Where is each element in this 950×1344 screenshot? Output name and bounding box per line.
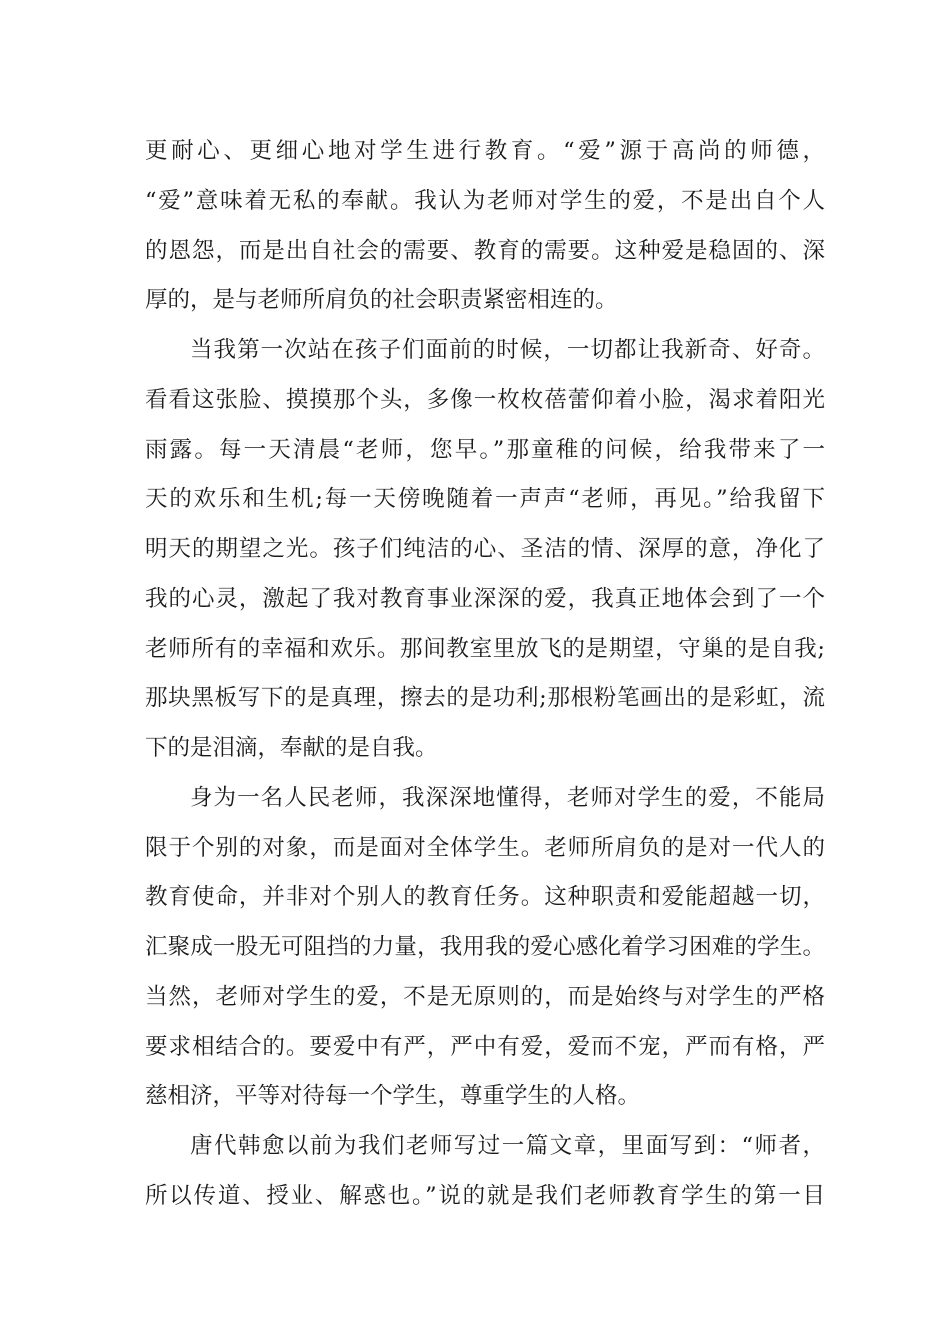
text-line: 我的心灵，激起了我对教育事业深深的爱，我真正地体会到了一个 [145,585,825,612]
body-text [145,127,825,1222]
text-line: 汇聚成一股无可阻挡的力量，我用我的爱心感化着学习困难的学生。 [145,934,825,960]
text-line: 天的欢乐和生机;每一天傍晚随着一声声“老师，再见。”给我留下 [145,486,825,513]
text-line: 唐代韩愈以前为我们老师写过一篇文章，里面写到：“师者， [190,1133,825,1159]
text-line: 要求相结合的。要爱中有严，严中有爱，爱而不宠，严而有格，严 [145,1033,825,1060]
text-line: 老师所有的幸福和欢乐。那间教室里放飞的是期望，守巢的是自我; [145,635,825,662]
text-line: 那块黑板写下的是真理，擦去的是功利;那根粉笔画出的是彩虹，流 [145,685,825,712]
text-line: 明天的期望之光。孩子们纯洁的心、圣洁的情、深厚的意，净化了 [145,536,825,562]
text-line: 所以传道、授业、解惑也。”说的就是我们老师教育学生的第一目 [145,1182,825,1209]
text-line: 身为一名人民老师，我深深地懂得，老师对学生的爱，不能局 [190,784,825,811]
text-line: 当然，老师对学生的爱，不是无原则的，而是始终与对学生的严格 [145,983,825,1010]
text-line: 当我第一次站在孩子们面前的时候，一切都让我新奇、好奇。 [190,337,825,363]
text-line: 厚的，是与老师所肩负的社会职责紧密相连的。 [145,287,618,314]
text-line: 限于个别的对象，而是面对全体学生。老师所肩负的是对一代人的 [145,834,825,861]
text-line: 慈相济，平等对待每一个学生，尊重学生的人格。 [145,1083,641,1110]
text-line: 雨露。每一天清晨“老师，您早。”那童稚的问候，给我带来了一 [145,436,825,463]
text-line: 看看这张脸、摸摸那个头，多像一枚枚蓓蕾仰着小脸，渴求着阳光 [145,386,825,413]
text-line: 教育使命，并非对个别人的教育任务。这种职责和爱能超越一切， [145,884,825,911]
text-line: 更耐心、更细心地对学生进行教育。“爱”源于高尚的师德， [145,138,825,164]
text-line: 的恩怨，而是出自社会的需要、教育的需要。这种爱是稳固的、深 [145,237,825,264]
text-line: “爱”意味着无私的奉献。我认为老师对学生的爱，不是出自个人 [145,187,825,214]
text-line: 下的是泪滴，奉献的是自我。 [145,735,438,761]
